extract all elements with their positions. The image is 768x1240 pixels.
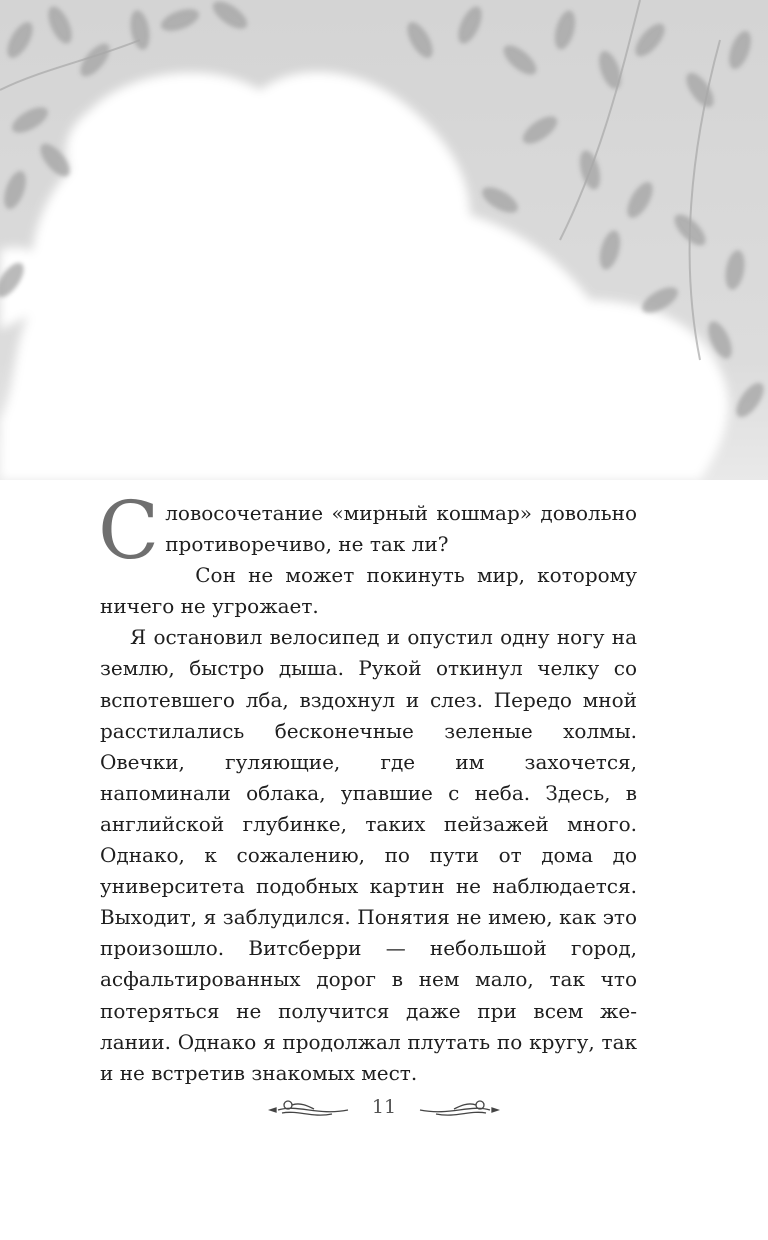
page-number: 11 bbox=[371, 1096, 397, 1118]
opening-paragraph-text: ловосочетание «мирный кошмар» довольно противоречиво, не так ли? bbox=[165, 501, 637, 557]
ornament-flourish-right-icon bbox=[418, 1098, 500, 1122]
paragraph: Я остановил велосипед и опустил одну ногу на землю, быстро дыша. Рукой откинул челку со вспотевшего лба, вздохнул и слез. Передо мной расстилались бесконечные зеленые холмы. Овечки, гуляющие, где им захочется, напоминали облака, упавшие с неба. Здесь, в английской глубинке, таких пейзажей много. Однако, к сожалению, по пути от дома до университета подобных картин не наблюдается. Выходит, я заблудился. Понятия не имею, как это произошло. Витсберри — небольшой город, асфальтированных дорог в нем мало, так что потеряться не получится даже при всем желании. Однако я продолжал плутать по кругу, так и не встретив знакомых мест. bbox=[100, 625, 637, 1085]
paragraph: Сон не может покинуть мир, которому ничего не угрожает. bbox=[100, 563, 637, 619]
opening-paragraph bbox=[98, 484, 637, 577]
dropcap: С bbox=[98, 484, 160, 577]
chapter-text bbox=[98, 484, 637, 1089]
page-footer bbox=[268, 1094, 500, 1124]
leaf-shadow-illustration bbox=[0, 0, 768, 480]
